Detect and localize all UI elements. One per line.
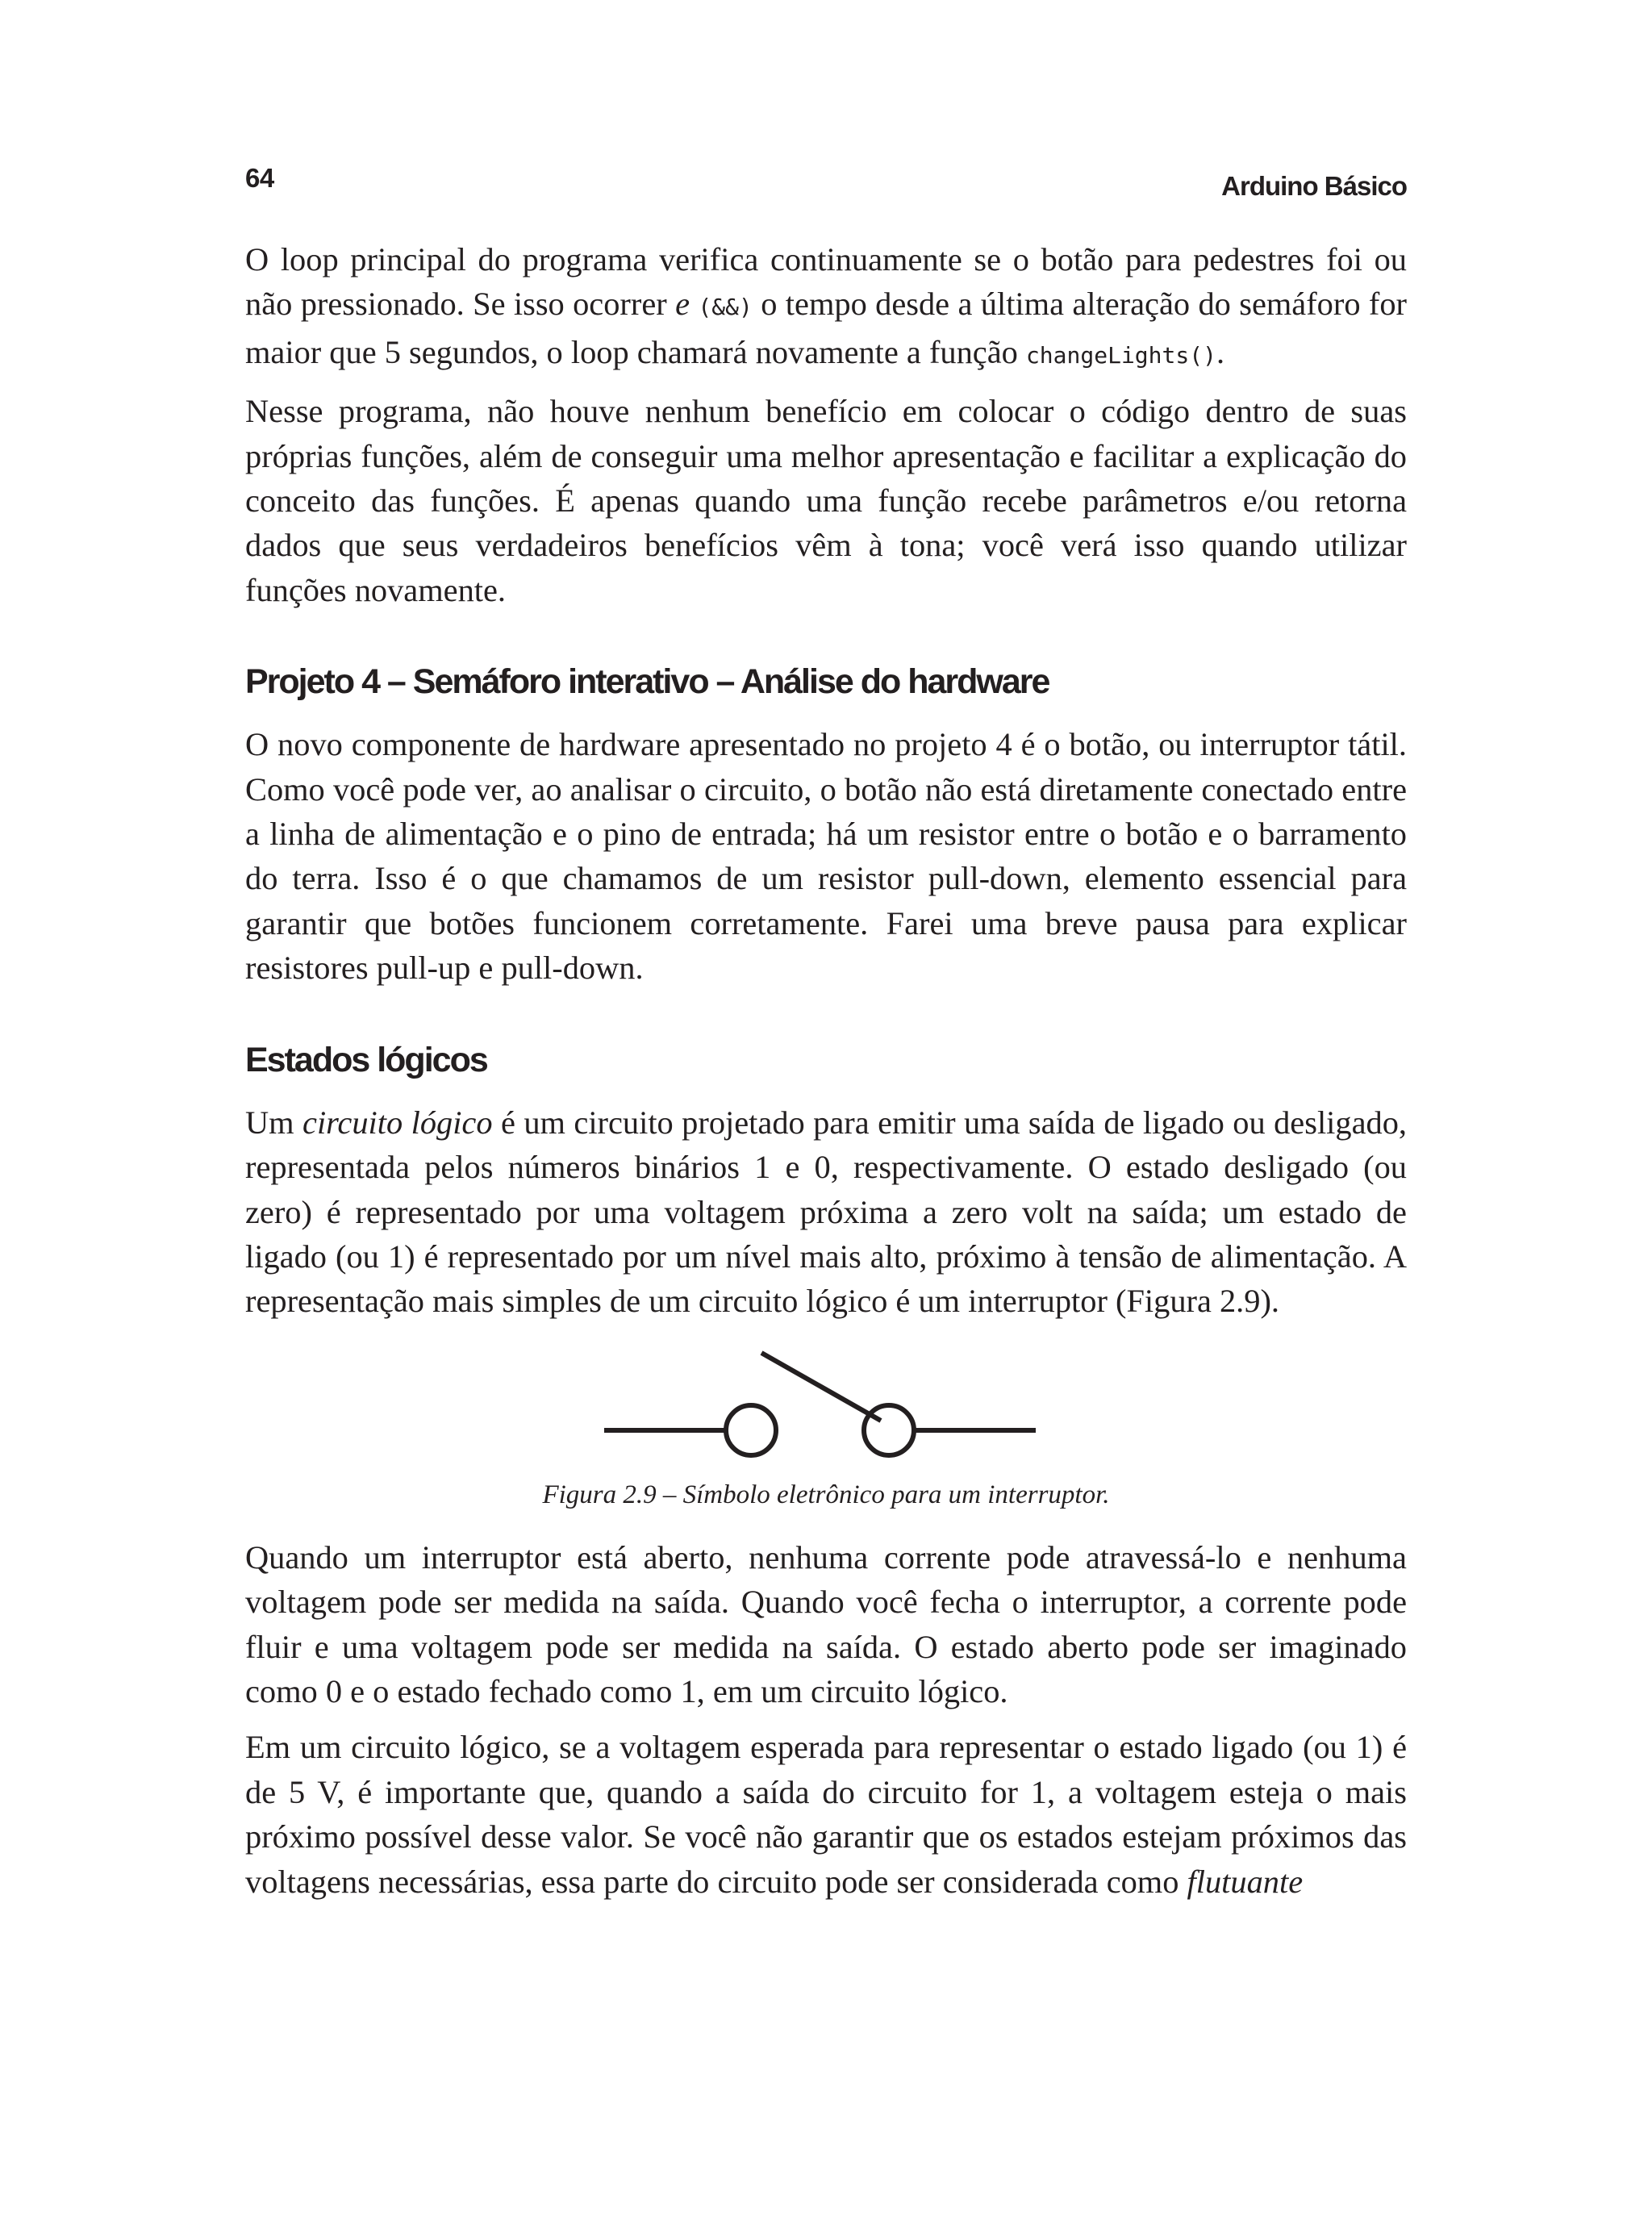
paragraph-loop-explanation: [245, 237, 1407, 378]
paragraph-logic-circuit: [245, 1100, 1407, 1324]
paragraph-text: .: [1216, 333, 1225, 370]
paragraph-text: Um: [245, 1104, 303, 1141]
section-heading-project4: Projeto 4 – Semáforo interativo – Análise do hardware: [245, 662, 1049, 702]
code-operator: (&&): [698, 294, 753, 321]
paragraph-hardware-analysis: O novo componente de hardware apresentado no projeto 4 é o botão, ou interruptor tátil. Como você pode ver, ao analisar o circuito, o botão não está diretamente conectado entre a linha de alimentação e o pino de entrada; há um resistor entre o botão e o barramento do terra. Isso é o que chamamos de um resistor pull-down, elemento essencial para garantir que botões funcionem corretamente. Farei uma breve pausa para explicar resistores pull-up e pull-down.: [245, 726, 1407, 987]
paragraph-text: O loop principal do programa verifica continuamente se o botão para pedestres foi ou não pressionado. Se isso ocorrer: [245, 241, 1407, 323]
paragraph-functions-benefit: Nesse programa, não houve nenhum benefício em colocar o código dentro de suas próprias funções, além de conseguir uma melhor apresentação e facilitar a explicação do conceito das funções. É apenas quando uma função recebe parâmetros e/ou retorna dados que seus verdadeiros benefícios vêm à tona; você verá isso quando utilizar funções novamente.: [245, 393, 1407, 608]
running-title: Arduino Básico: [1221, 171, 1407, 201]
figure-2-9: [245, 1348, 1407, 1511]
paragraph-text: é um circuito projetado para emitir uma saída de ligado ou desligado, representada pelos números binários 1 e 0, respectivamente. O estado desligado (ou zero) é representado por uma voltagem próxima a zero volt na saída; um estado de ligado (ou 1) é representado por um nível mais alto, próximo à tensão de alimentação. A representação mais simples de um circuito lógico é um interruptor (Figura 2.9).: [245, 1104, 1408, 1320]
paragraph-text: Em um circuito lógico, se a voltagem esperada para representar o estado ligado (ou 1) é de 5 V, é importante que, quando a saída do circuito for 1, a voltagem esteja o mais próximo possível desse valor. Se você não garantir que os estados estejam próximos das voltagens necessárias, essa parte do circuito pode ser considerada como: [245, 1729, 1407, 1900]
page-number: 64: [245, 163, 274, 193]
figure-caption: Figura 2.9 – Símbolo eletrônico para um interruptor.: [542, 1480, 1110, 1509]
paragraph-floating-voltage: [245, 1725, 1407, 1904]
body-text: [245, 237, 1407, 1904]
italic-term: circuito lógico: [302, 1104, 493, 1141]
italic-term: flutuante: [1187, 1863, 1304, 1900]
section-heading-logic-states: Estados lógicos: [245, 1040, 487, 1079]
paragraph-switch-states: Quando um interruptor está aberto, nenhuma corrente pode atravessá-lo e nenhuma voltagem pode ser medida na saída. Quando você fecha o interruptor, a corrente pode fluir e uma voltagem pode ser medida na saída. O estado aberto pode ser imaginado como 0 e o estado fechado como 1, em um circuito lógico.: [245, 1538, 1407, 1709]
switch-symbol-icon: [600, 1348, 1052, 1469]
code-function-name: changeLights(): [1025, 341, 1216, 369]
paragraph-text: o tempo desde a última alteração do semáforo for maior que 5 segundos, o loop chamará novamente a função: [245, 286, 1408, 370]
running-header: [245, 158, 1407, 207]
italic-term: e: [675, 286, 690, 323]
